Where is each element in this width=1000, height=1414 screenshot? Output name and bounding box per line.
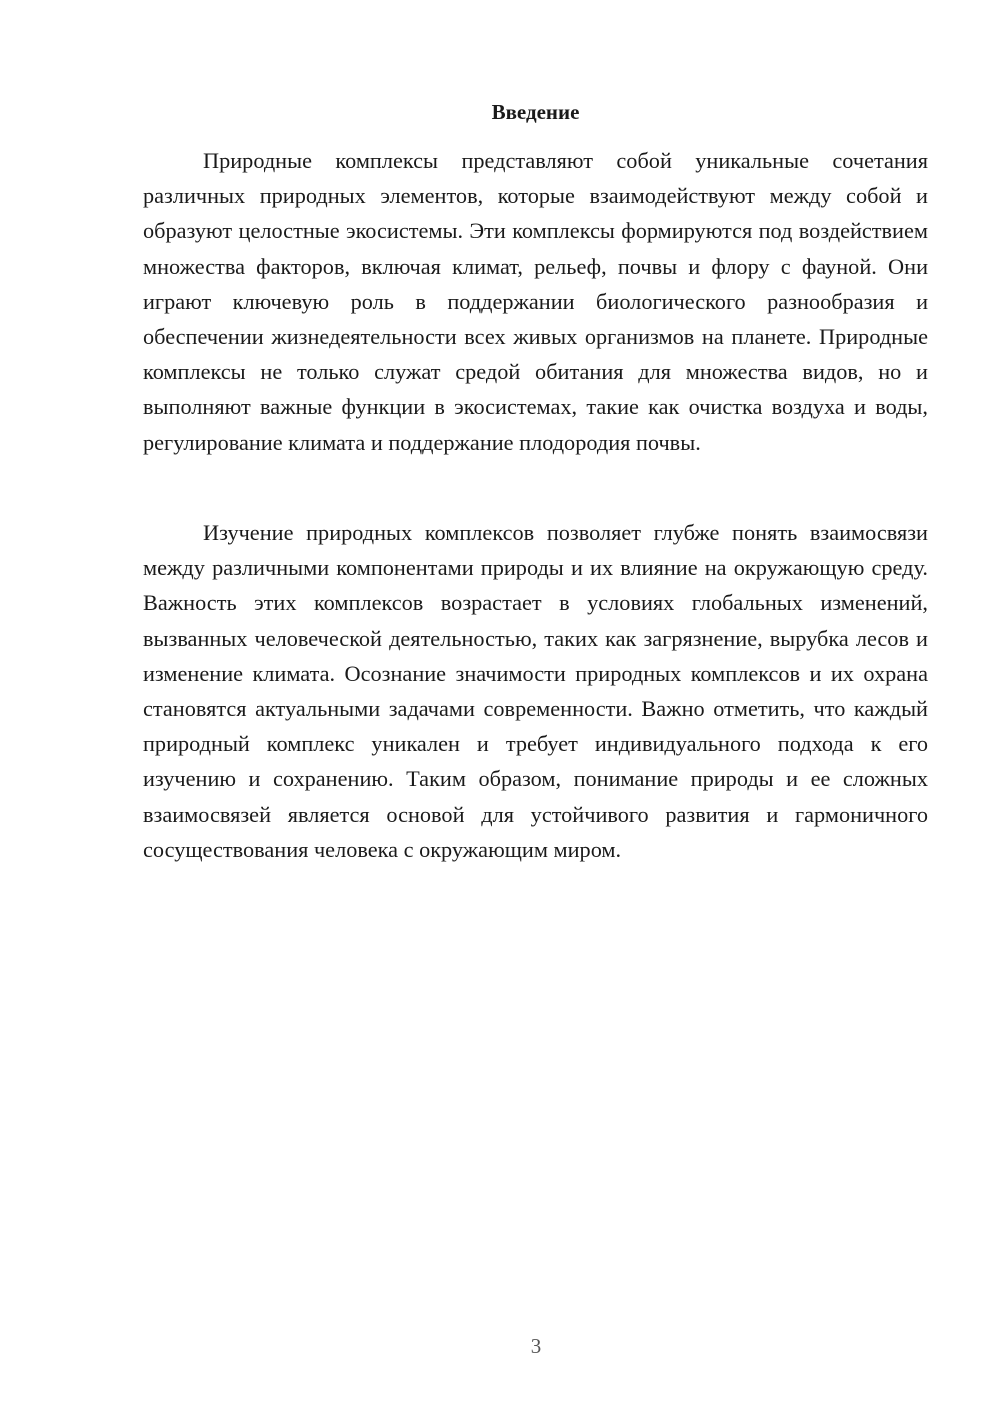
paragraph-1: Природные комплексы представляют собой уникальные сочетания различных природных элементов, которые взаимодействуют между собой и образуют целостные экосистемы. Эти комплексы формируются под воздействием множества факторов, включая климат, рельеф, почвы и флору с фауной. Они играют ключевую роль в поддержании биологического разнообразия и обеспечении жизнедеятельности всех живых организмов на планете. Природные комплексы не только служат средой обитания для множества видов, но и выполняют важные функции в экосистемах, такие как очистка воздуха и воды, регулирование климата и поддержание плодородия почвы. — [143, 148, 928, 455]
section-title: Введение — [491, 100, 580, 124]
page-number: 3 — [530, 1334, 542, 1358]
paragraph-2: Изучение природных комплексов позволяет глубже понять взаимосвязи между различными компонентами природы и их влияние на окружающую среду. Важность этих комплексов возрастает в условиях глобальных изменений, вызванных человеческой деятельностью, таких как загрязнение, вырубка лесов и изменение климата. Осознание значимости природных комплексов и их охрана становятся актуальными задачами современности. Важно отметить, что каждый природный комплекс уникален и требует индивидуального подхода к его изучению и сохранению. Таким образом, понимание природы и ее сложных взаимосвязей является основой для устойчивого развития и гармоничного сосуществования человека с окружающим миром. — [143, 520, 928, 862]
